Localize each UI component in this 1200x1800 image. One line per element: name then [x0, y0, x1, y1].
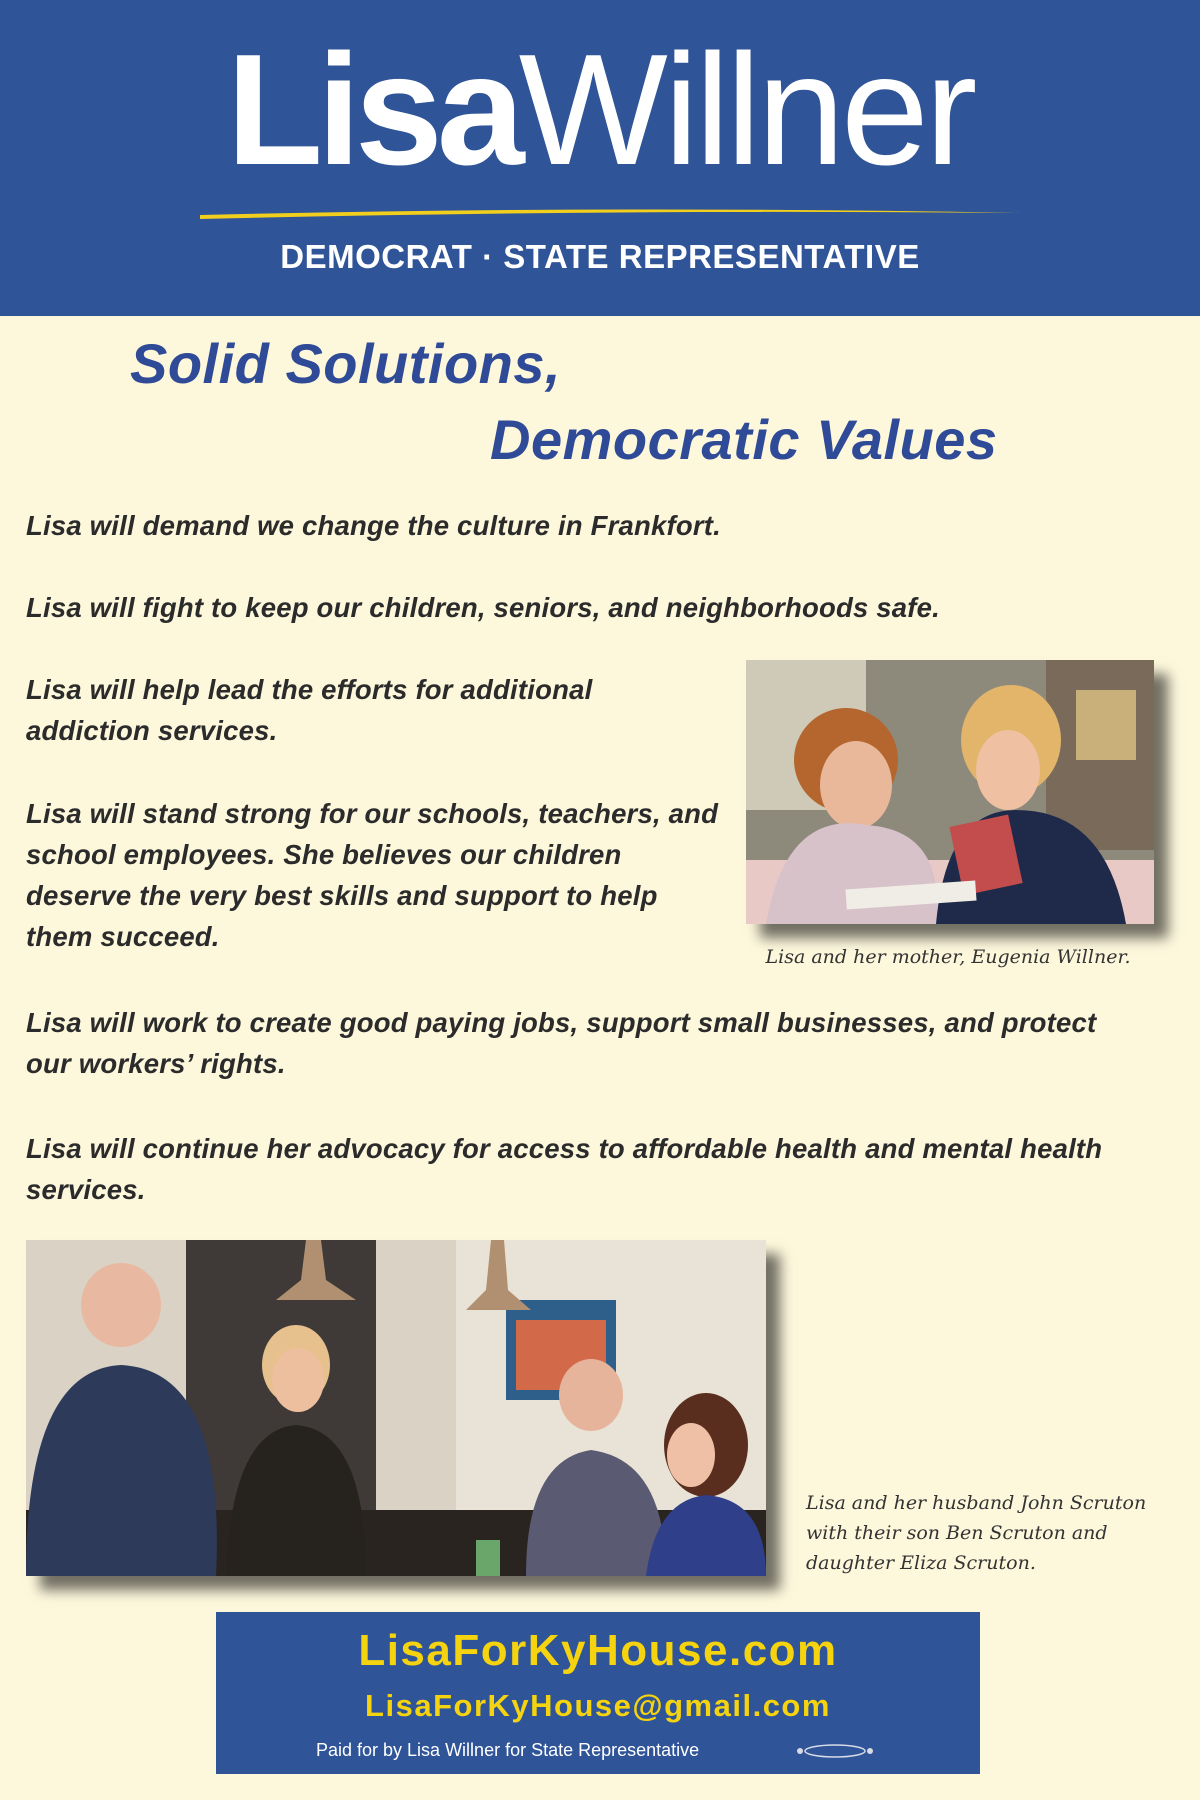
- footer-contact-box: [216, 1612, 980, 1774]
- paid-for-disclaimer: Paid for by Lisa Willner for State Representative: [316, 1740, 700, 1760]
- first-name: Lisa: [226, 22, 519, 198]
- point-safety: Lisa will fight to keep our children, seniors, and neighborhoods safe.: [26, 592, 940, 623]
- header-banner: [0, 0, 1200, 316]
- point-jobs: Lisa will work to create good paying jobs, support small businesses, and protect our workers’ rights.: [26, 1007, 1097, 1079]
- caption-family: Lisa and her husband John Scruton with their son Ben Scruton and daughter Eliza Scruton.: [806, 1492, 1147, 1574]
- photo-family: [26, 1240, 766, 1576]
- yellow-swoosh: [200, 203, 1020, 223]
- candidate-name: [0, 20, 1200, 200]
- point-culture: Lisa will demand we change the culture in Frankfort.: [26, 510, 721, 541]
- caption-mother: Lisa and her mother, Eugenia Willner.: [765, 946, 1131, 968]
- last-name: Willner: [518, 22, 974, 198]
- point-health: Lisa will continue her advocacy for access to affordable health and mental health services.: [26, 1133, 1103, 1205]
- email-link[interactable]: LisaForKyHouse@gmail.com: [365, 1688, 831, 1723]
- photo-lisa-and-mother: [746, 660, 1154, 924]
- point-addiction: Lisa will help lead the efforts for additional addiction services.: [26, 674, 593, 746]
- point-schools: Lisa will stand strong for our schools, teachers, and school employees. She believes our children deserve the very best skills and support to help them succeed.: [26, 798, 719, 952]
- tagline-line-1: Solid Solutions,: [130, 332, 562, 395]
- tagline-line-2: Democratic Values: [490, 408, 998, 471]
- website-link[interactable]: LisaForKyHouse.com: [358, 1626, 838, 1675]
- party-office-subtitle: DEMOCRAT · STATE REPRESENTATIVE: [280, 238, 920, 275]
- union-bug-icon: [790, 1740, 880, 1762]
